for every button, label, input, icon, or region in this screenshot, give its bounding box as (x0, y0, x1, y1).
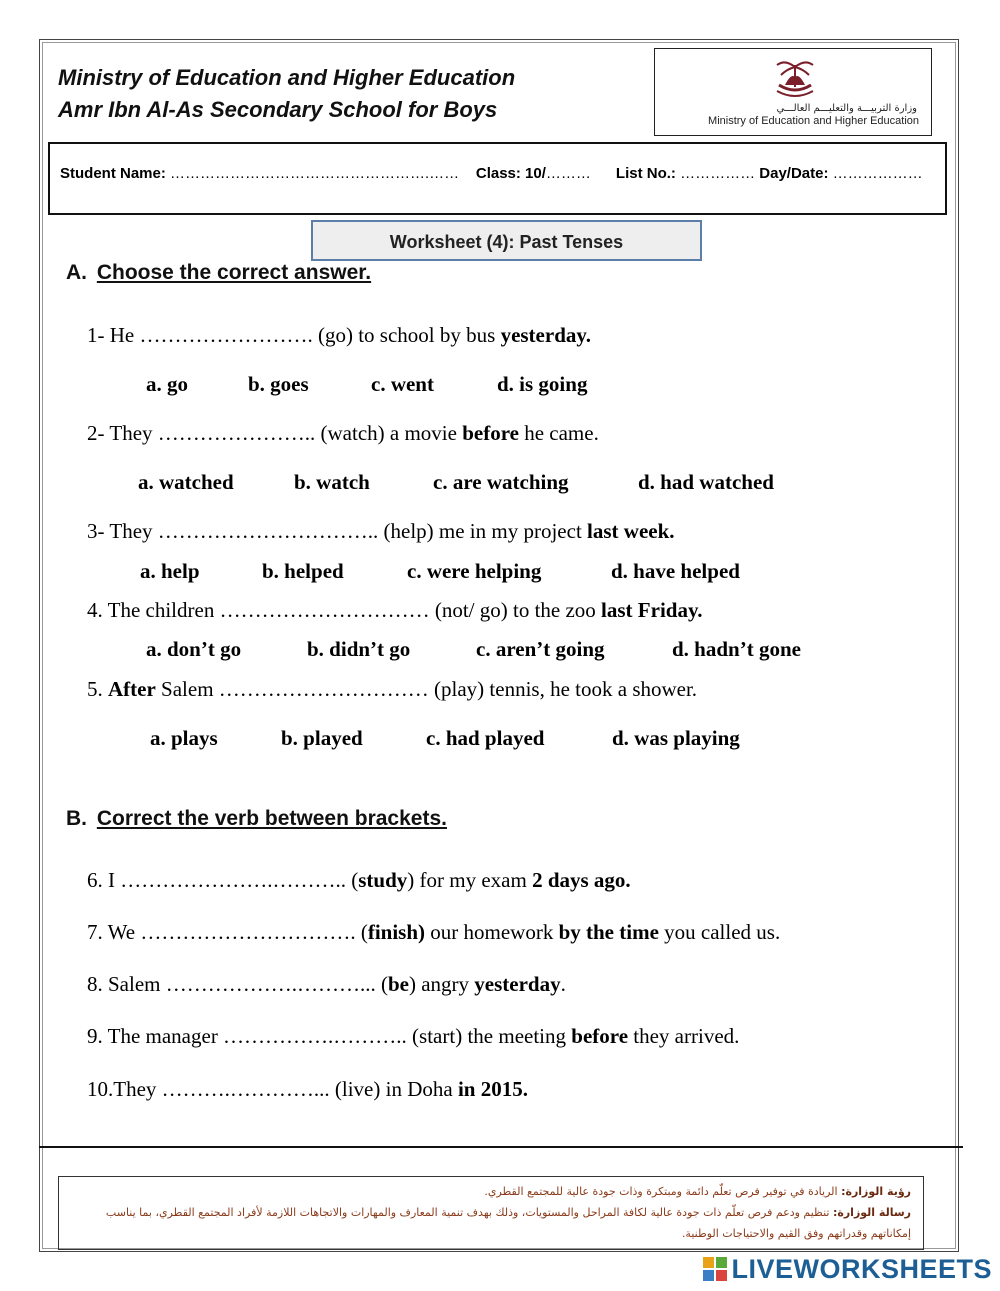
question-5 (87, 677, 697, 702)
section-b-heading (66, 807, 447, 831)
worksheet-title: Worksheet (4): Past Tenses (311, 220, 702, 261)
vision-line (71, 1181, 911, 1202)
question-1 (87, 323, 591, 348)
class-field[interactable]: ……… (545, 165, 591, 182)
liveworksheets-logo-icon (702, 1256, 728, 1282)
footer-divider (39, 1146, 963, 1148)
question-keyword: last Friday. (601, 598, 703, 622)
option-c[interactable]: c. are watching (433, 470, 569, 494)
option-d[interactable]: d. is going (497, 372, 588, 396)
school-header (58, 62, 515, 126)
option-a[interactable]: a. don’t go (146, 637, 242, 661)
question-keyword: 2 days ago. (532, 868, 631, 892)
question-text: 3- They ………………………….. (help) me in my project (87, 519, 588, 543)
question-10 (87, 1077, 528, 1102)
student-name-label: Student Name: (60, 165, 166, 182)
question-text: 8. Salem ……………….………... ( (87, 972, 388, 996)
option-b[interactable]: b. watch (294, 470, 370, 494)
question-verb: be (387, 972, 409, 996)
question-6 (87, 868, 631, 893)
option-d[interactable]: d. had watched (638, 470, 774, 494)
question-text-mid: ) for my exam (407, 868, 533, 892)
logo-english-text: Ministry of Education and Higher Education (708, 115, 919, 127)
option-c[interactable]: c. aren’t going (476, 637, 605, 661)
question-keyword: yesterday (474, 972, 561, 996)
question-keyword: before (462, 421, 519, 445)
question-text: 5. (87, 677, 108, 701)
question-verb: study (358, 868, 408, 892)
option-c[interactable]: c. were helping (407, 559, 542, 583)
ministry-line: Ministry of Education and Higher Education (58, 65, 516, 90)
section-b-letter: B. (66, 807, 87, 830)
question-text-mid: our homework (425, 920, 559, 944)
section-a-title: Choose the correct answer. (96, 261, 372, 284)
question-7 (87, 920, 780, 945)
question-text-end: . (560, 972, 566, 996)
section-a-letter: A. (66, 261, 87, 284)
question-9 (87, 1024, 739, 1049)
question-text-end: Salem ………………………… (play) tennis, he took a shower. (155, 677, 698, 701)
question-text-mid: ) angry (408, 972, 475, 996)
question-3 (87, 519, 675, 544)
question-4 (87, 598, 703, 623)
option-b[interactable]: b. helped (262, 559, 344, 583)
option-c[interactable]: c. had played (426, 726, 545, 750)
question-text: 2- They ………………….. (watch) a movie (87, 421, 463, 445)
question-text: 9. The manager …………….……….. (start) the meeting (87, 1024, 572, 1048)
option-a[interactable]: a. help (140, 559, 200, 583)
watermark-text: LIVEWORKSHEETS (731, 1253, 992, 1284)
mission-line (71, 1202, 911, 1244)
vision-label: رؤية الوزارة: (841, 1185, 911, 1198)
option-c[interactable]: c. went (371, 372, 434, 396)
mission-text: تنظيم ودعم فرص تعلّم ذات جودة عالية لكافة المراحل والمستويات، وذلك بهدف تنمية المعارف والمهارات والاتجاهات اللازمة لأفراد المجتمع القطري، بما يناسب إمكاناتهم وقدراتهم وفق القيم والاحتياجات الوطنية. (105, 1206, 911, 1240)
question-text-end: they arrived. (628, 1024, 740, 1048)
question-8 (87, 972, 566, 997)
question-keyword: After (108, 677, 156, 701)
class-label: Class: 10/ (475, 165, 546, 182)
question-text: 7. We …………………………. ( (87, 920, 368, 944)
list-no-label: List No.: (615, 165, 676, 182)
vision-text: الريادة في توفير فرص تعلّم دائمة ومبتكرة وذات جودة عالية للمجتمع القطري. (484, 1185, 842, 1198)
question-text-end: he came. (518, 421, 599, 445)
date-label: Day/Date: (759, 165, 829, 182)
question-keyword: by the time (558, 920, 659, 944)
section-a-heading (66, 261, 371, 285)
logo-arabic-text: وزارة التربيـــة والتعليـــم العالـــي (776, 103, 917, 114)
list-no-field[interactable]: …………… (680, 165, 756, 182)
student-name-field[interactable]: …………………………………………….…… (170, 165, 460, 182)
question-text: 4. The children ………………………… (not/ go) to the zoo (87, 598, 602, 622)
option-b[interactable]: b. played (281, 726, 363, 750)
mission-label: رسالة الوزارة: (832, 1206, 911, 1219)
question-keyword: in 2015. (457, 1077, 528, 1101)
liveworksheets-watermark[interactable] (702, 1254, 992, 1284)
question-text: 6. I ………………….……….. ( (87, 868, 359, 892)
option-a[interactable]: a. plays (150, 726, 218, 750)
ministry-logo (654, 48, 932, 136)
option-d[interactable]: d. have helped (611, 559, 740, 583)
question-verb: finish) (367, 920, 426, 944)
option-d[interactable]: d. hadn’t gone (672, 637, 801, 661)
question-2 (87, 421, 599, 446)
option-b[interactable]: b. goes (248, 372, 309, 396)
question-keyword: last week. (587, 519, 675, 543)
ministry-footer (58, 1176, 924, 1250)
option-b[interactable]: b. didn’t go (307, 637, 411, 661)
question-text: 10.They ……….…………... (live) in Doha (87, 1077, 458, 1101)
option-d[interactable]: d. was playing (612, 726, 740, 750)
option-a[interactable]: a. watched (138, 470, 234, 494)
school-line: Amr Ibn Al-As Secondary School for Boys (58, 97, 498, 122)
student-info-box (48, 142, 947, 215)
palm-emblem-icon (765, 55, 825, 99)
section-b-title: Correct the verb between brackets. (96, 807, 447, 830)
question-text-end: you called us. (658, 920, 781, 944)
date-field[interactable]: ……………… (832, 165, 923, 182)
question-keyword: yesterday. (500, 323, 591, 347)
question-text: 1- He ……………………. (go) to school by bus (87, 323, 501, 347)
question-keyword: before (571, 1024, 629, 1048)
option-a[interactable]: a. go (146, 372, 188, 396)
